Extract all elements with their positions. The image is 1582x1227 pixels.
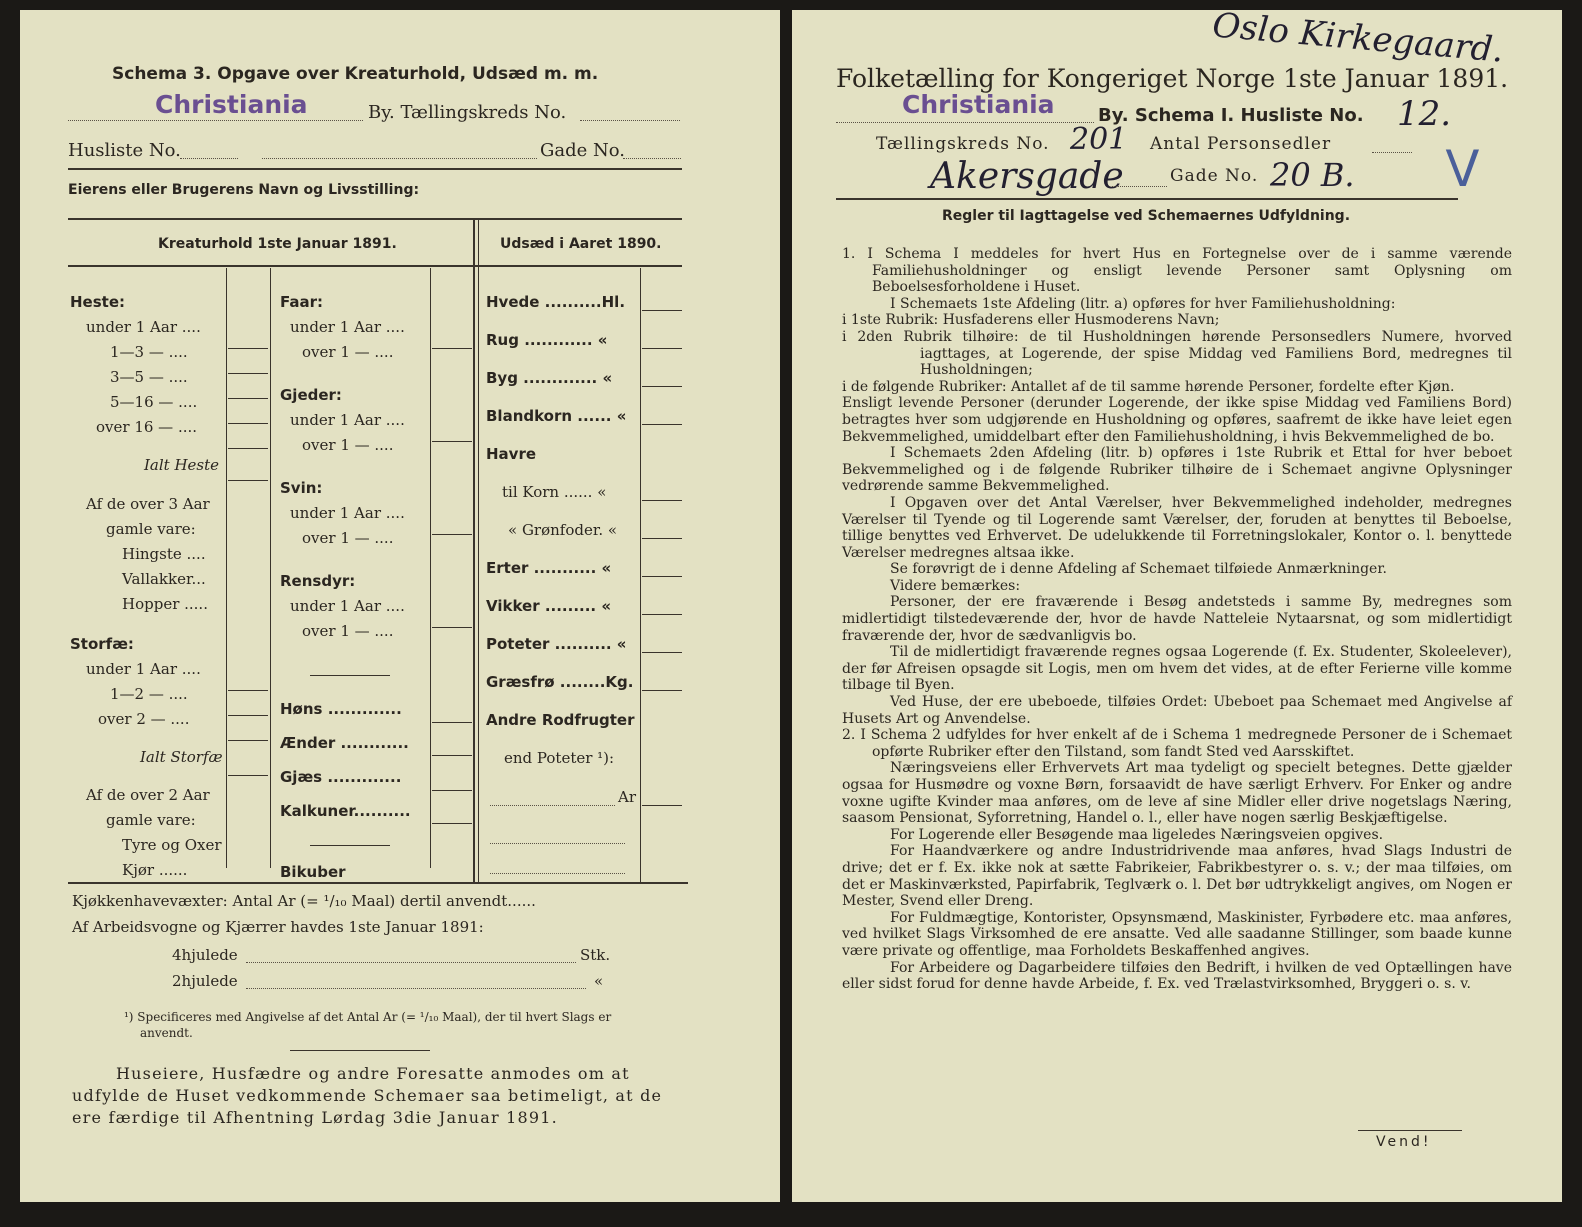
arbeidsvogne-line: Af Arbeidsvogne og Kjærrer havdes 1ste Januar 1891: (72, 918, 484, 936)
checkmark-icon: V (1439, 140, 1487, 198)
crop-row: Blandkorn ...... « (486, 407, 627, 425)
heste-type: Hingste .... (122, 545, 206, 563)
rule-paragraph: Ved Huse, der ere ubeboede, tilføies Ordet: Ubeboet paa Schemaet med Angivelse af Husets Art og Anvendelse. (842, 694, 1512, 727)
taellingskreds-number: 201 (1070, 122, 1128, 157)
antal-personsedler-label: Antal Personsedler (1150, 134, 1332, 154)
rensdyr-row: over 1 — .... (302, 622, 394, 640)
rodfrugter-line1: Andre Rodfrugter (486, 711, 635, 729)
heste-row: 5—16 — .... (110, 393, 198, 411)
storfae-type: Tyre og Oxer (122, 836, 222, 854)
heste-row: 1—3 — .... (110, 343, 188, 361)
heste-type: Vallakker... (122, 570, 206, 588)
faar-row: over 1 — .... (302, 343, 394, 361)
right-page-schema-1 (792, 5, 1562, 1202)
rule-paragraph: Se forøvrigt de i denne Afdeling af Schemaet tilføiede Anmærkninger. (890, 561, 1387, 578)
census-title: Folketælling for Kongeriget Norge 1ste Januar 1891. (836, 64, 1509, 93)
handwritten-location: Oslo Kirkegaard. (1210, 5, 1506, 71)
rule-paragraph: i de følgende Rubriker: Antallet af de til samme hørende Personer, fordelte efter Kjøn. (842, 378, 1455, 395)
storfae-row: 1—2 — .... (110, 685, 188, 703)
kreaturhold-header: Kreaturhold 1ste Januar 1891. (158, 236, 397, 252)
rule-paragraph: I Opgaven over det Antal Værelser, hver Bekvemmelighed indeholder, medregnes Værelser til Tyende og til Logerende samt Værelser, der, foruden at benyttes til Beboelse, tillige benyttes ved Erhvervet. De udelukkende til Forretningslokaler, Kontor o. l. benyttede Værelser medregnes altsaa ikke. (842, 494, 1512, 561)
rule-paragraph: i 2den Rubrik tilhøire: de til Husholdningen hørende Personsedlers Numere, hvorved iagttages, at Logerende, der spise Middag ved Familiens Bord, medregnes til Husholdningen; (842, 328, 1512, 379)
ar-label: Ar (618, 788, 637, 806)
rule-paragraph: Ensligt levende Personer (derunder Logerende, der ikke spise Middag ved Familiens Bord) betragtes hver som udgjørende en Husholdning og opføres, saafremt de ikke have leiet egen Bekvemmelighed, umiddelbart efter den Familiehusholdning, i hvis Bekvemmelighed de bo. (842, 395, 1512, 445)
fowl-row: Kalkuner.......... (280, 802, 411, 820)
svin-row: under 1 Aar .... (290, 504, 405, 522)
schema-3-title: Schema 3. Opgave over Kreaturhold, Udsæd m. m. (112, 64, 599, 84)
rule-paragraph: i 1ste Rubrik: Husfaderens eller Husmoderens Navn; (842, 312, 1220, 329)
crop-row: Poteter .......... « (486, 635, 627, 653)
eier-label: Eierens eller Brugerens Navn og Livsstilling: (68, 182, 420, 198)
bikuber-label: Bikuber (280, 863, 346, 881)
rule-paragraph: For Logerende eller Besøgende maa ligeledes Næringsveien opgives. (890, 826, 1384, 843)
husliste-label: Husliste No. (68, 140, 181, 161)
svin-title: Svin: (280, 479, 323, 497)
rule-paragraph: 2. I Schema 2 udfyldes for hver enkelt af de i Schema 1 medregnede Personer de i Schemaet opførte Rubriker efter den Tilstand, som fandt Sted ved Aarsskiftet. (842, 727, 1512, 760)
crop-row: Byg ............. « (486, 369, 613, 387)
gjeder-title: Gjeder: (280, 386, 342, 404)
crop-row: Erter ........... « (486, 559, 612, 577)
rule-paragraph: Personer, der ere fraværende i Besøg andetsteds i samme By, medregnes som midlertidigt tilstedeværende der, hvor de havde Natteleie Nytaarsnat, og som midlertidigt fraværende der, hvor de sædvanligvis bo. (842, 594, 1512, 644)
stk-label: Stk. (580, 946, 611, 964)
faar-title: Faar: (280, 293, 324, 311)
heste-type: Hopper ..... (122, 595, 208, 613)
by-taellingskreds-label: By. Tællingskreds No. (368, 102, 567, 123)
hjulede-4-label: 4hjulede (172, 946, 238, 964)
ditto-mark: « (594, 972, 604, 990)
fowl-row: Gjæs ............. (280, 768, 402, 786)
street-name: Akersgade (930, 156, 1124, 197)
rensdyr-title: Rensdyr: (280, 572, 356, 590)
closing-line3: ere færdige til Afhentning Lørdag 3die Januar 1891. (72, 1108, 558, 1127)
gade-label: Gade No. (540, 140, 625, 161)
gjeder-row: over 1 — .... (302, 436, 394, 454)
rules-title: Regler til Iagttagelse ved Schemaernes Udfyldning. (942, 208, 1351, 224)
gade-no-label: Gade No. (1170, 166, 1259, 186)
storfae-type: Kjør ...... (122, 861, 188, 879)
gade-number: 20 B. (1270, 156, 1355, 194)
rule-paragraph: 1. I Schema I meddeles for hvert Hus en Fortegnelse over de i samme værende Familiehusholdninger og ensligt levende Personer samt Oplysning om Beboelsesforholdene i Huset. (842, 246, 1512, 296)
by-schema-husliste-label: By. Schema I. Husliste No. (1098, 105, 1364, 126)
vend-label: Vend! (1376, 1134, 1432, 1150)
rule-paragraph: I Schemaets 2den Afdeling (litr. b) opføres i 1ste Rubrik et Ettal for hver beboet Bekvemmelighed og i de følgende Rubriker tilhøire de i Schemaet angivne Oplysninger vedrørende samme Bekvemmelighed. (842, 445, 1512, 495)
footnote-line2: anvendt. (140, 1026, 193, 1040)
crop-row: Vikker ......... « (486, 597, 612, 615)
crop-row: Rug ............ « (486, 331, 608, 349)
crop-row: Hvede ..........Hl. (486, 293, 626, 311)
havre-row: til Korn ...... « (502, 483, 607, 501)
rule-paragraph: For Arbeidere og Dagarbeidere tilføies den Bedrift, i hvilken de ved Optællingen have eller sidst forud for denne havde Arbeide, f. Ex. ved Trælastvirksomhed, Bryggeri o. s. v. (842, 959, 1512, 993)
storfae-title: Storfæ: (70, 635, 134, 653)
havre-label: Havre (486, 445, 537, 463)
footnote-line1: ¹) Specificeres med Angivelse af det Antal Ar (= ¹/₁₀ Maal), der til hvert Slags er (124, 1010, 612, 1024)
husliste-number: 12. (1397, 94, 1452, 134)
storfae-row: under 1 Aar .... (86, 660, 201, 678)
rensdyr-row: under 1 Aar .... (290, 597, 405, 615)
crop-row: Græsfrø ........Kg. (486, 673, 634, 691)
taellingskreds-label: Tællingskreds No. (876, 134, 1050, 154)
ialt-storfae: Ialt Storfæ (140, 748, 223, 766)
rules-text (842, 246, 1512, 993)
ialt-heste: Ialt Heste (144, 456, 220, 474)
af-over-3-line2: gamle vare: (106, 520, 196, 538)
heste-row: over 16 — .... (96, 418, 198, 436)
faar-row: under 1 Aar .... (290, 318, 405, 336)
udsaed-header: Udsæd i Aaret 1890. (500, 236, 662, 252)
heste-row: 3—5 — .... (110, 368, 188, 386)
storfae-row: over 2 — .... (98, 710, 190, 728)
rule-paragraph: For Haandværkere og andre Industridrivende maa anføres, hvad Slags Industri de drive; det er f. Ex. ikke nok at sætte Fabrikeier, Fabrikbestyrer o. s. v.; der maa tilføies, om det er Maskinværksted, Papirfabrik, Teglværk o. l. Det bør udtrykkeligt angives, om Nogen er Mester, Svend eller Dreng. (842, 843, 1512, 910)
closing-line1: Huseiere, Husfædre og andre Foresatte anmodes om at (116, 1064, 630, 1083)
af-over-3-line1: Af de over 3 Aar (86, 495, 210, 513)
svin-row: over 1 — .... (302, 529, 394, 547)
fowl-row: Høns ............. (280, 700, 402, 718)
af-over-2-line2: gamle vare: (106, 811, 196, 829)
havre-row: « Grønfoder. « (508, 521, 618, 539)
hjulede-2-label: 2hjulede (172, 972, 238, 990)
heste-title: Heste: (70, 293, 125, 311)
rule-paragraph: Videre bemærkes: (890, 577, 1021, 594)
left-page-schema-3 (20, 10, 780, 1202)
rule-paragraph: Til de midlertidigt fraværende regnes ogsaa Logerende (f. Ex. Studenter, Skoleelever), der før Afreisen opsagde sit Logis, men om hvem det vides, at de efter Ferierne ville komme tilbage til Byen. (842, 644, 1512, 694)
city-stamp-right: Christiania (902, 90, 1055, 119)
closing-line2: udfylde de Huset vedkommende Schemaer saa betimeligt, at de (72, 1086, 663, 1105)
rule-paragraph: Næringsveiens eller Erhvervets Art maa tydeligt og specielt betegnes. Dette gjælder ogsaa for Husmødre og voxne Børn, forsaavidt de have særligt Erhverv. For Enker og andre voxne ugifte Kvinder maa anføres, om de leve af sine Midler eller drive nogetslags Næring, saasom Pensionat, Syforretning, Handel o. l., eller have nogen særlig Beskjæftigelse. (842, 760, 1512, 827)
rule-paragraph: For Fuldmægtige, Kontorister, Opsynsmænd, Maskinister, Fyrbødere etc. maa anføres, ved hvilket Slags Virksomhed de ere ansatte. Ved alle saadanne Stillinger, som baade kunne være private og offentlige, maa Forholdets Beskaffenhed angives. (842, 909, 1512, 959)
rule-paragraph: I Schemaets 1ste Afdeling (litr. a) opføres for hver Familiehusholdning: (890, 295, 1396, 312)
gjeder-row: under 1 Aar .... (290, 411, 405, 429)
af-over-2-line1: Af de over 2 Aar (86, 786, 210, 804)
kjokkenhave-line: Kjøkkenhavevæxter: Antal Ar (= ¹/₁₀ Maal) dertil anvendt...... (72, 892, 536, 910)
fowl-row: Ænder ............ (280, 734, 409, 752)
heste-row: under 1 Aar .... (86, 318, 201, 336)
rodfrugter-line2: end Poteter ¹): (504, 749, 615, 767)
city-stamp-left: Christiania (155, 90, 308, 119)
